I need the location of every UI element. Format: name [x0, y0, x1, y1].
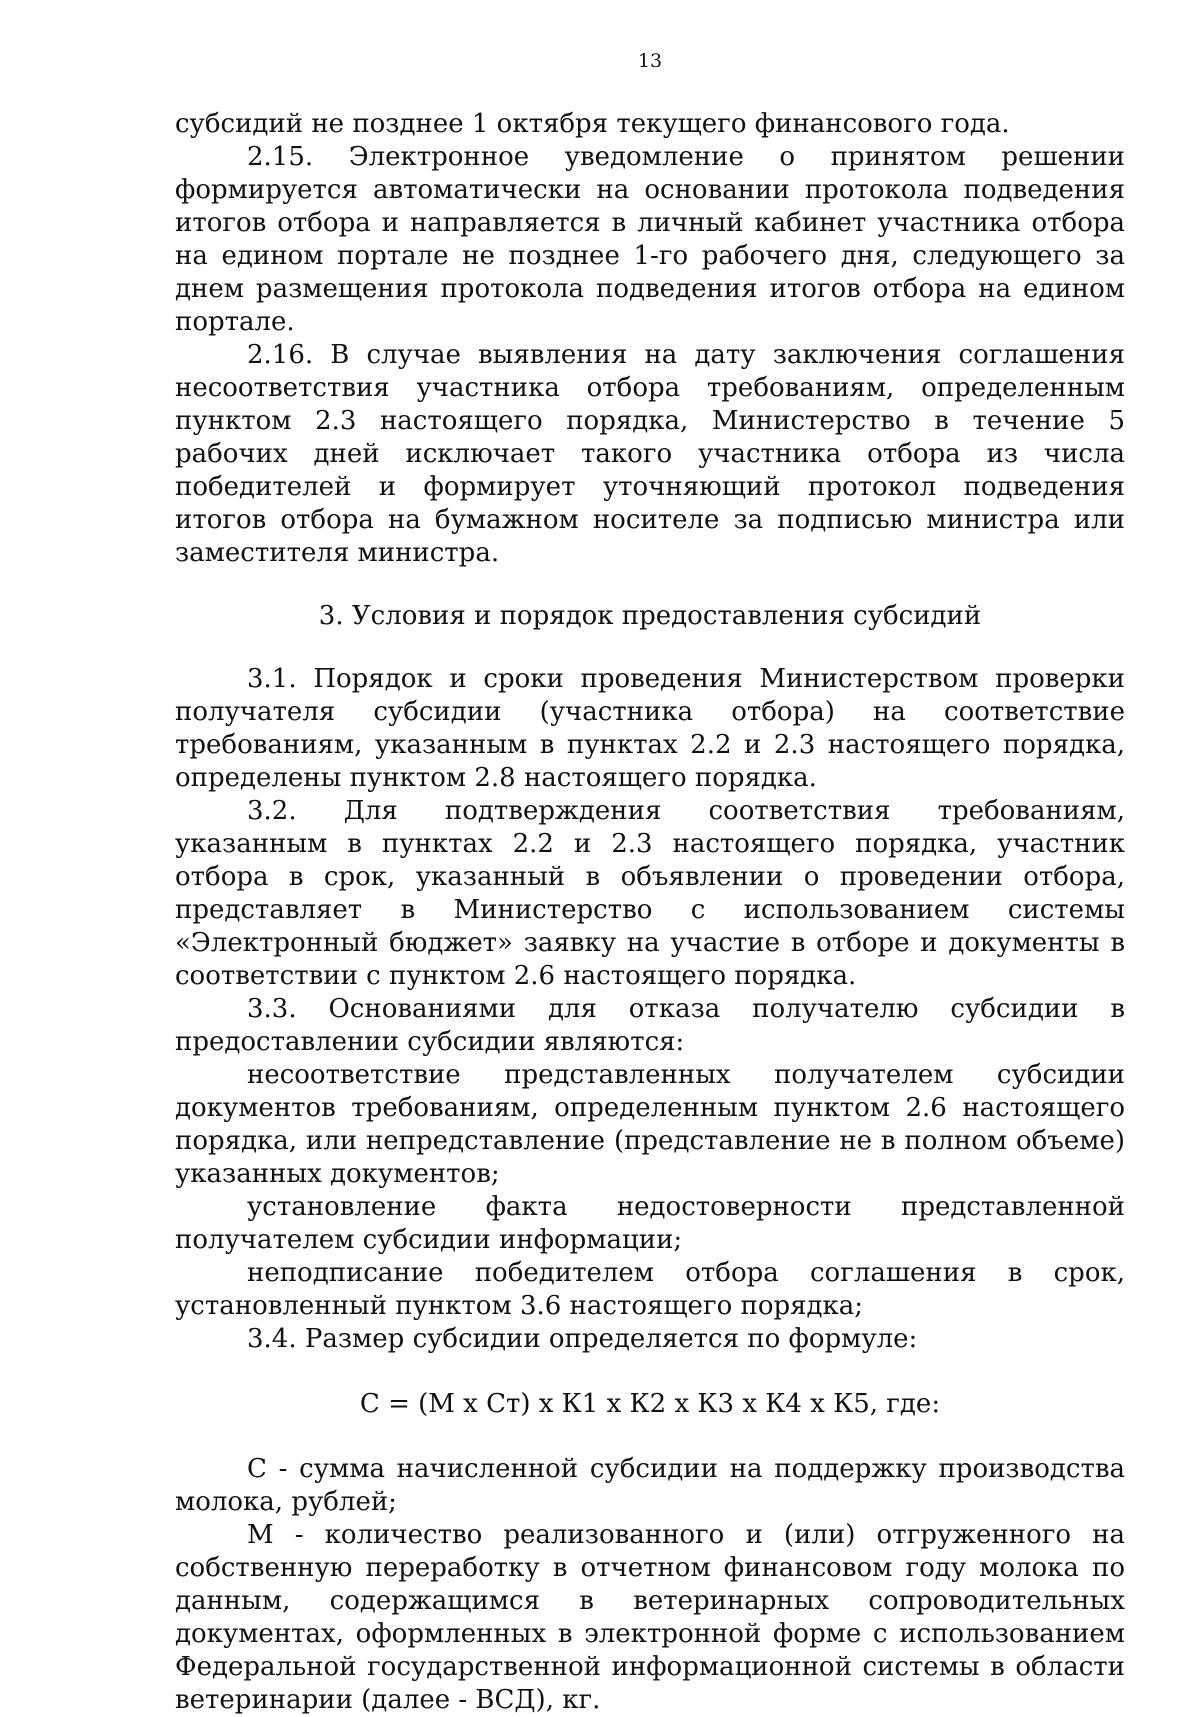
paragraph-3-2: 3.2. Для подтверждения соответствия требованиям, указанным в пунктах 2.2 и 2.3 настоящего порядка, участник отбора в срок, указанный в объявлении о проведении отбора, представляет в Министерство с использованием системы «Электронный бюджет» заявку на участие в отборе и документы в соответствии с пунктом 2.6 настоящего порядка. [175, 796, 1125, 991]
document-body [175, 108, 1125, 1717]
section-heading: 3. Условия и порядок предоставления субсидий [318, 601, 982, 631]
definition-m: М - количество реализованного и (или) отгруженного на собственную переработку в отчетном финансовом году молока по данным, содержащимся в ветеринарных сопроводительных документах, оформленных в электронной форме с использованием Федеральной государственной информационной системы в области ветеринарии (далее - ВСД), кг. [175, 1520, 1125, 1715]
refusal-ground-2: установление факта недостоверности представленной получателем субсидии информации; [175, 1192, 1125, 1255]
page-number: 13 [637, 50, 663, 72]
paragraph-3-3: 3.3. Основаниями для отказа получателю субсидии в предоставлении субсидии являются: [175, 994, 1125, 1057]
paragraph-2-16: 2.16. В случае выявления на дату заключения соглашения несоответствия участника отбора требованиям, определенным пунктом 2.3 настоящего порядка, Министерство в течение 5 рабочих дней исключает такого участника отбора из числа победителей и формирует уточняющий протокол подведения итогов отбора на бумажном носителе за подписью министра или заместителя министра. [175, 340, 1125, 568]
paragraph-3-1: 3.1. Порядок и сроки проведения Министерством проверки получателя субсидии (участника отбора) на соответствие требованиям, указанным в пунктах 2.2 и 2.3 настоящего порядка, определены пунктом 2.8 настоящего порядка. [175, 664, 1125, 793]
paragraph-3-4: 3.4. Размер субсидии определяется по формуле: [247, 1324, 918, 1354]
paragraph-2-14-tail: субсидий не позднее 1 октября текущего финансового года. [175, 109, 1010, 139]
refusal-ground-1: несоответствие представленных получателем субсидии документов требованиям, определенным пунктом 2.6 настоящего порядка, или непредставление (представление не в полном объеме) указанных документов; [175, 1060, 1125, 1189]
paragraph-2-15: 2.15. Электронное уведомление о принятом решении формируется автоматически на основании протокола подведения итогов отбора и направляется в личный кабинет участника отбора на едином портале не позднее 1-го рабочего дня, следующего за днем размещения протокола подведения итогов отбора на едином портале. [175, 142, 1125, 337]
definition-c: С - сумма начисленной субсидии на поддержку производства молока, рублей; [175, 1454, 1125, 1517]
subsidy-formula: С = (М х Ст) х К1 х К2 х К3 х К4 х К5, где: [359, 1389, 941, 1419]
refusal-ground-3: неподписание победителем отбора соглашения в срок, установленный пунктом 3.6 настоящего порядка; [175, 1258, 1125, 1321]
